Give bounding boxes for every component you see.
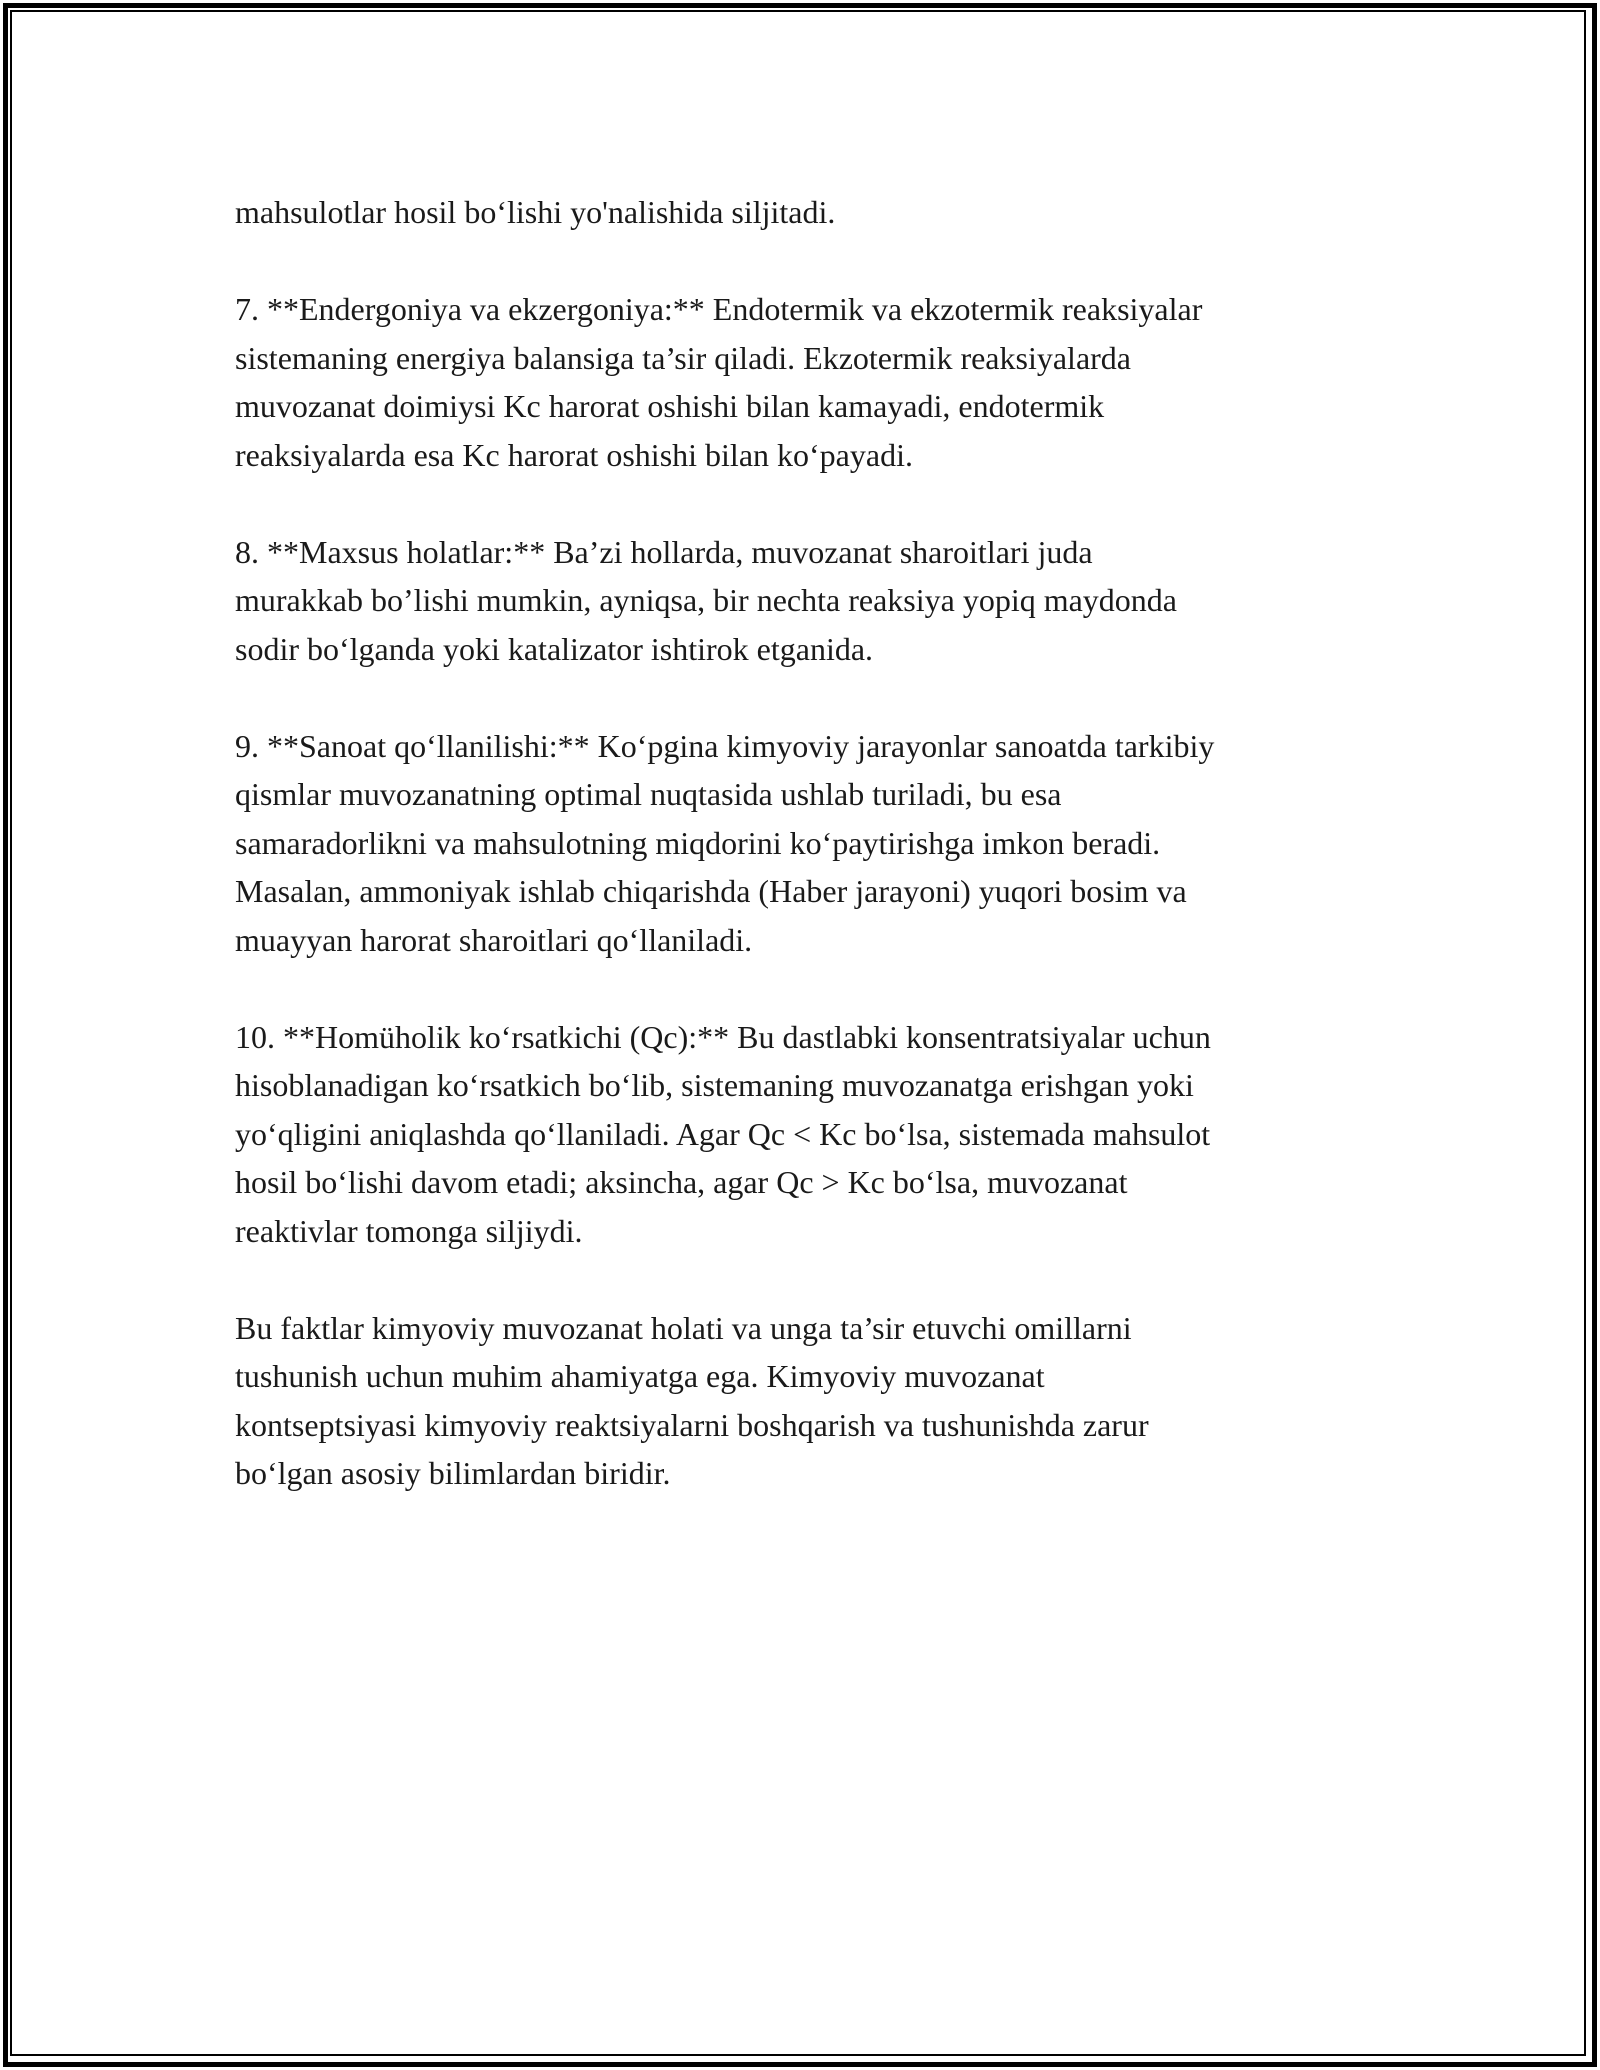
paragraph-continuation: mahsulotlar hosil bo‘lishi yo'nalishida siljitadi. bbox=[235, 194, 836, 230]
paragraph-item-9: 9. **Sanoat qo‘llanilishi:** Ko‘pgina kimyoviy jarayonlar sanoatda tarkibiy qismlar muvozanatning optimal nuqtasida ushlab turiladi, bu esa samaradorlikni va mahsulotning miqdorini ko‘paytirishga imkon beradi. Masalan, ammoniyak ishlab chiqarishda (Haber jarayoni) yuqori bosim va muayyan harorat sharoitlari qo‘llaniladi. bbox=[235, 727, 1215, 958]
paragraph-item-10: 10. **Homüholik ko‘rsatkichi (Qc):** Bu dastlabki konsentratsiyalar uchun hisoblanadigan ko‘rsatkich bo‘lib, sistemaning muvozanatga erishgan yoki yo‘qligini aniqlashda qo‘llaniladi. Agar Qc < Kc bo‘lsa, sistemada mahsulot hosil bo‘lishi davom etadi; aksincha, agar Qc > Kc bo‘lsa, muvozanat reaktivlar tomonga siljiydi. bbox=[235, 1018, 1211, 1249]
paragraph-item-7: 7. **Endergoniya va ekzergoniya:** Endotermik va ekzotermik reaksiyalar sistemaning energiya balansiga ta’sir qiladi. Ekzotermik reaksiyalarda muvozanat doimiysi Kc harorat oshishi bilan kamayadi, endotermik reaksiyalarda esa Kc harorat oshishi bilan ko‘payadi. bbox=[235, 291, 1203, 473]
paragraph-conclusion: Bu faktlar kimyoviy muvozanat holati va unga ta’sir etuvchi omillarni tushunish uchun muhim ahamiyatga ega. Kimyoviy muvozanat kontseptsiyasi kimyoviy reaktsiyalarni boshqarish va tushunishda zarur bo‘lgan asosiy bilimlardan biridir. bbox=[235, 1309, 1149, 1491]
document-body bbox=[235, 188, 1365, 1546]
paragraph-item-8: 8. **Maxsus holatlar:** Ba’zi hollarda, muvozanat sharoitlari juda murakkab bo’lishi mumkin, ayniqsa, bir nechta reaksiya yopiq maydonda sodir bo‘lganda yoki katalizator ishtirok etganida. bbox=[235, 533, 1177, 667]
